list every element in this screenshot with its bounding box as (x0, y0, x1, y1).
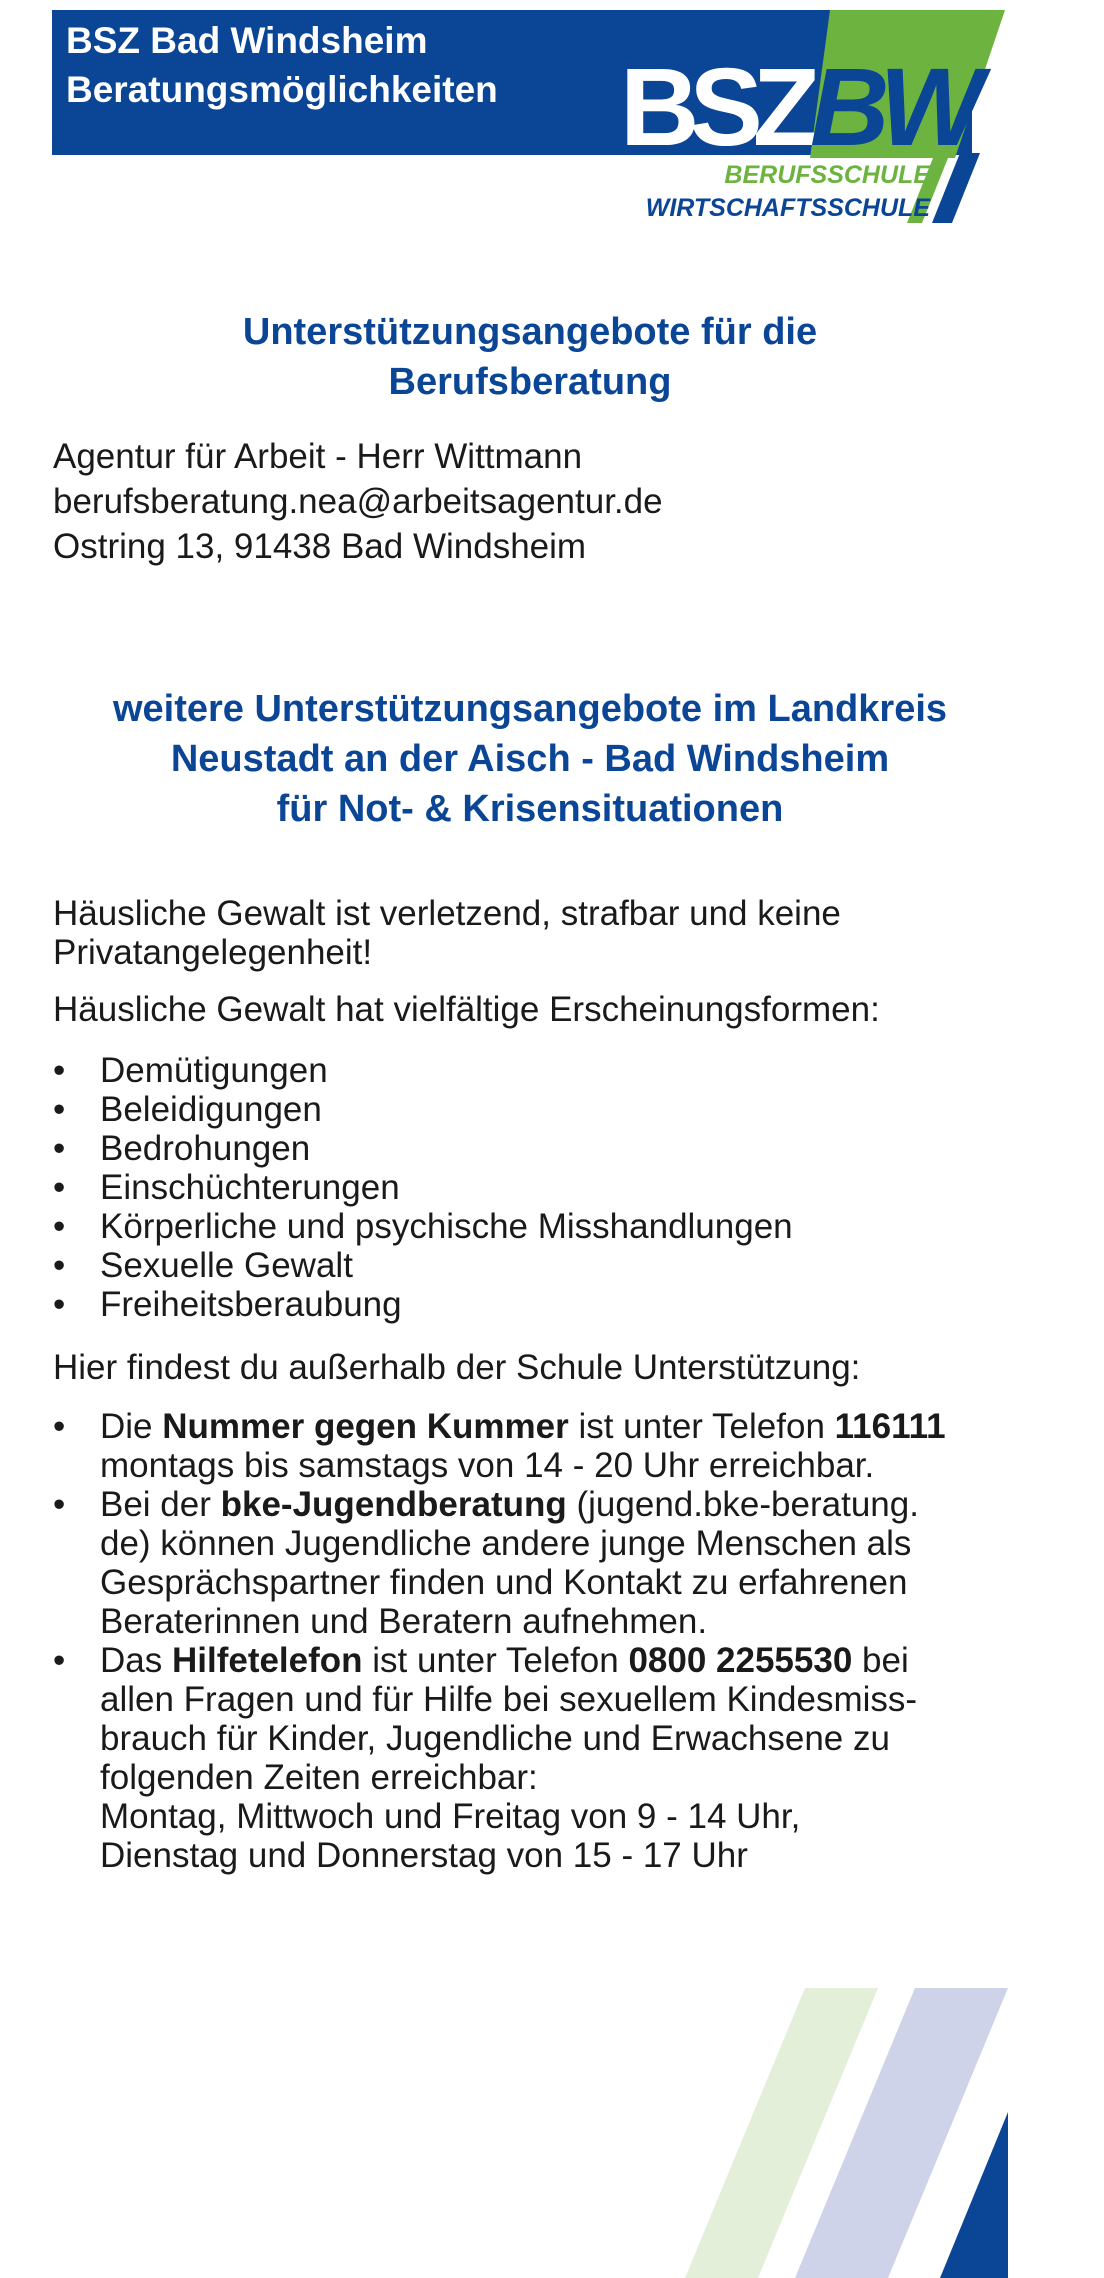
section-title-line1: weitere Unterstützungsangebote im Landkreis (112, 688, 948, 730)
support-offer-nummer-gegen-kummer: • Die Nummer gegen Kummer ist unter Telefon 116111 montags bis samstags von 14 - 20 Uhr erreichbar. (53, 1407, 946, 1485)
section-title-line2: Berufsberatung (388, 361, 672, 403)
logo-subtitle-berufsschule: BERUFSSCHULE (724, 161, 930, 189)
intro-line2: Privatangelegenheit! (53, 933, 373, 972)
bullet-icon: • (53, 1051, 66, 1090)
logo-subtitle-wirtschaftsschule: WIRTSCHAFTSSCHULE (645, 194, 930, 222)
list-item: • Körperliche und psychische Misshandlungen (53, 1207, 793, 1246)
bullet-icon: • (53, 1090, 66, 1129)
list-item: • Beleidigungen (53, 1090, 322, 1129)
forms-intro: Häusliche Gewalt hat vielfältige Erscheinungsformen: (53, 990, 880, 1029)
bullet-icon: • (53, 1285, 66, 1324)
contact-email[interactable]: berufsberatung.nea@arbeitsagentur.de (53, 482, 663, 521)
phone-number[interactable]: 116111 (834, 1407, 946, 1446)
header-title-line2: Beratungsmöglichkeiten (66, 69, 498, 110)
list-item: • Freiheitsberaubung (53, 1285, 402, 1324)
bullet-icon: • (53, 1407, 66, 1446)
help-intro: Hier findest du außerhalb der Schule Unterstützung: (53, 1348, 861, 1387)
contact-agency: Agentur für Arbeit - Herr Wittmann (53, 437, 583, 476)
contact-address: Ostring 13, 91438 Bad Windsheim (53, 527, 587, 566)
bullet-icon: • (53, 1641, 66, 1680)
support-offer-bke-jugendberatung: • Bei der bke-Jugendberatung (jugend.bke-beratung. de) können Jugendliche andere junge Menschen als Gesprächspartner finden und Kontakt zu erfahrenen Beraterinnen und Beratern aufnehmen. (53, 1485, 919, 1641)
bullet-icon: • (53, 1485, 66, 1524)
section-title-line2: Neustadt an der Aisch - Bad Windsheim (170, 738, 890, 780)
offer-name: Nummer gegen Kummer (162, 1407, 569, 1446)
support-offer-hilfetelefon: • Das Hilfetelefon ist unter Telefon 0800 2255530 bei allen Fragen und für Hilfe bei sexuellem Kindesmiss- brauch für Kinder, Jugendliche und Erwachsene zu folgenden Zeiten erreichbar: Montag, Mittwoch und Freitag von 9 - 14 Uhr, Dienstag und Donnerstag von 15 - 17 Uhr (53, 1641, 918, 1875)
intro-line1: Häusliche Gewalt ist verletzend, strafbar und keine (53, 894, 841, 933)
deco-stripe-blue (940, 2112, 1008, 2278)
bullet-icon: • (53, 1246, 66, 1285)
list-item: • Sexuelle Gewalt (53, 1246, 353, 1285)
list-item: • Bedrohungen (53, 1129, 311, 1168)
section-title-line1: Unterstützungsangebote für die (242, 311, 818, 353)
bullet-icon: • (53, 1168, 66, 1207)
logo-bsz: BSZ (620, 46, 810, 169)
offer-name: bke-Jugendberatung (220, 1485, 567, 1524)
section-title-line3: für Not- & Krisensituationen (276, 788, 784, 830)
header-title-line1: BSZ Bad Windsheim (66, 20, 428, 61)
offer-name: Hilfetelefon (171, 1641, 363, 1680)
bullet-icon: • (53, 1207, 66, 1246)
list-item: • Einschüchterungen (53, 1168, 400, 1207)
phone-number[interactable]: 0800 2255530 (628, 1641, 853, 1680)
bullet-icon: • (53, 1129, 66, 1168)
logo-bw: BW (810, 46, 974, 169)
list-item: • Demütigungen (53, 1051, 328, 1090)
